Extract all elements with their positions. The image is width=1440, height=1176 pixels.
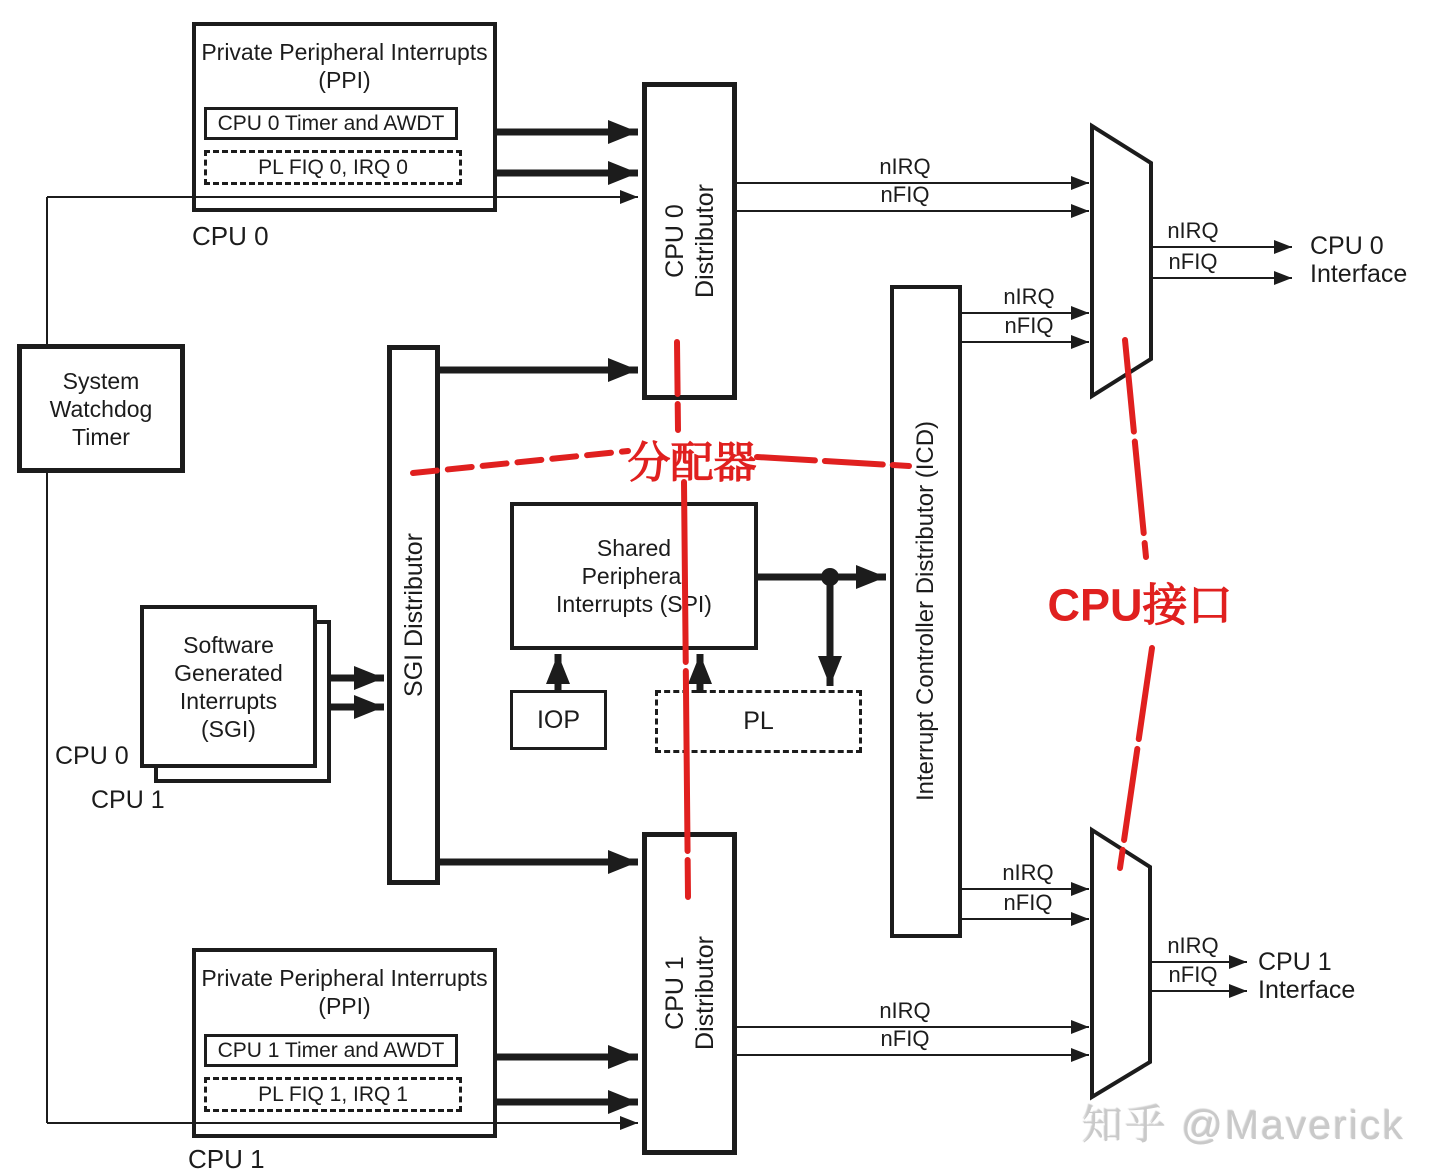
cpu1-distributor-line1: CPU 1 bbox=[661, 956, 689, 1030]
ppi0-pl-box bbox=[204, 150, 462, 185]
cpu0dist-nirq-label: nIRQ bbox=[879, 154, 931, 179]
ppi0-to-cpu0dist-arrows bbox=[497, 132, 638, 173]
cpu1dist-nirq-label: nIRQ bbox=[879, 998, 931, 1023]
sgi-cpu1-label: CPU 1 bbox=[91, 786, 165, 814]
cpu1-interface-label bbox=[1258, 948, 1355, 1004]
ppi1-to-cpu1dist-arrows bbox=[497, 1057, 638, 1102]
ppi0-pl-label: PL FIQ 0, IRQ 0 bbox=[258, 155, 408, 179]
sgi-title: Software Generated Interrupts (SGI) bbox=[174, 631, 283, 742]
pl-label: PL bbox=[743, 707, 774, 735]
ppi1-timer-box bbox=[204, 1034, 458, 1067]
icd-top-nirq-label: nIRQ bbox=[1003, 284, 1055, 309]
watermark: 知乎 @Maverick bbox=[1082, 1102, 1406, 1148]
cpu1-interface-line1: CPU 1 bbox=[1258, 948, 1332, 976]
mux0-nfiq-label: nFIQ bbox=[1168, 249, 1218, 274]
iop-pl-to-spi-arrows bbox=[558, 654, 700, 693]
watchdog-box bbox=[17, 344, 185, 473]
watchdog-label: System Watchdog Timer bbox=[49, 367, 153, 450]
cpu0dist-nfiq-label: nFIQ bbox=[880, 182, 930, 207]
pl-box bbox=[655, 690, 862, 753]
spi-box bbox=[510, 502, 758, 650]
ppi1-pl-box bbox=[204, 1077, 462, 1112]
mux1-nfiq-label: nFIQ bbox=[1168, 962, 1218, 987]
ppi1-title: Private Peripheral Interrupts (PPI) bbox=[201, 965, 488, 1019]
cpu0-interface-line1: CPU 0 bbox=[1310, 232, 1384, 260]
icd-bot-nirq-label: nIRQ bbox=[1002, 860, 1054, 885]
icd-label: Interrupt Controller Distributor (ICD) bbox=[912, 420, 939, 802]
sgi-cpu0-label: CPU 0 bbox=[55, 742, 129, 770]
ppi0-cpu-label: CPU 0 bbox=[192, 221, 269, 251]
spi-to-icd-arrows bbox=[758, 568, 886, 686]
ppi0-timer-label: CPU 0 Timer and AWDT bbox=[217, 111, 445, 135]
sgi-distributor-label: SGI Distributor bbox=[400, 533, 428, 697]
iop-box bbox=[510, 690, 607, 750]
ppi0-timer-box bbox=[204, 107, 458, 140]
cpu0-interface-label bbox=[1310, 232, 1407, 288]
icd-top-nfiq-label: nFIQ bbox=[1004, 313, 1054, 338]
cpu0-interface-line2: Interface bbox=[1310, 260, 1408, 288]
sgi-box bbox=[140, 605, 317, 768]
cpu0-distributor-line1: CPU 0 bbox=[661, 204, 689, 278]
ppi1-cpu-label: CPU 1 bbox=[188, 1144, 265, 1174]
ppi0-title: Private Peripheral Interrupts (PPI) bbox=[201, 39, 488, 93]
cpu-interface-annotation: CPU接口 bbox=[1047, 579, 1233, 631]
iop-label: IOP bbox=[536, 705, 581, 734]
icd-bot-nfiq-label: nFIQ bbox=[1003, 890, 1053, 915]
cpu1-distributor-line2: Distributor bbox=[691, 936, 719, 1050]
ppi1-timer-label: CPU 1 Timer and AWDT bbox=[217, 1038, 445, 1062]
cpu1-distributor-label bbox=[660, 936, 720, 1050]
sgi-to-sgidist-arrows bbox=[331, 678, 384, 707]
cpu1-interface-line2: Interface bbox=[1258, 976, 1356, 1004]
cpu1-interface-mux bbox=[1092, 830, 1150, 1097]
cpu1dist-nfiq-label: nFIQ bbox=[880, 1026, 930, 1051]
cpu0-interface-mux bbox=[1092, 126, 1151, 396]
ppi1-pl-label: PL FIQ 1, IRQ 1 bbox=[258, 1082, 408, 1106]
mux1-nirq-label: nIRQ bbox=[1167, 933, 1219, 958]
spi-title: Shared Peripheral Interrupts (SPI) bbox=[556, 535, 712, 617]
cpu0-distributor-line2: Distributor bbox=[691, 184, 719, 298]
mux0-nirq-label: nIRQ bbox=[1167, 218, 1219, 243]
distributor-annotation: 分配器 bbox=[627, 439, 757, 488]
cpu0-distributor-label bbox=[660, 184, 720, 298]
